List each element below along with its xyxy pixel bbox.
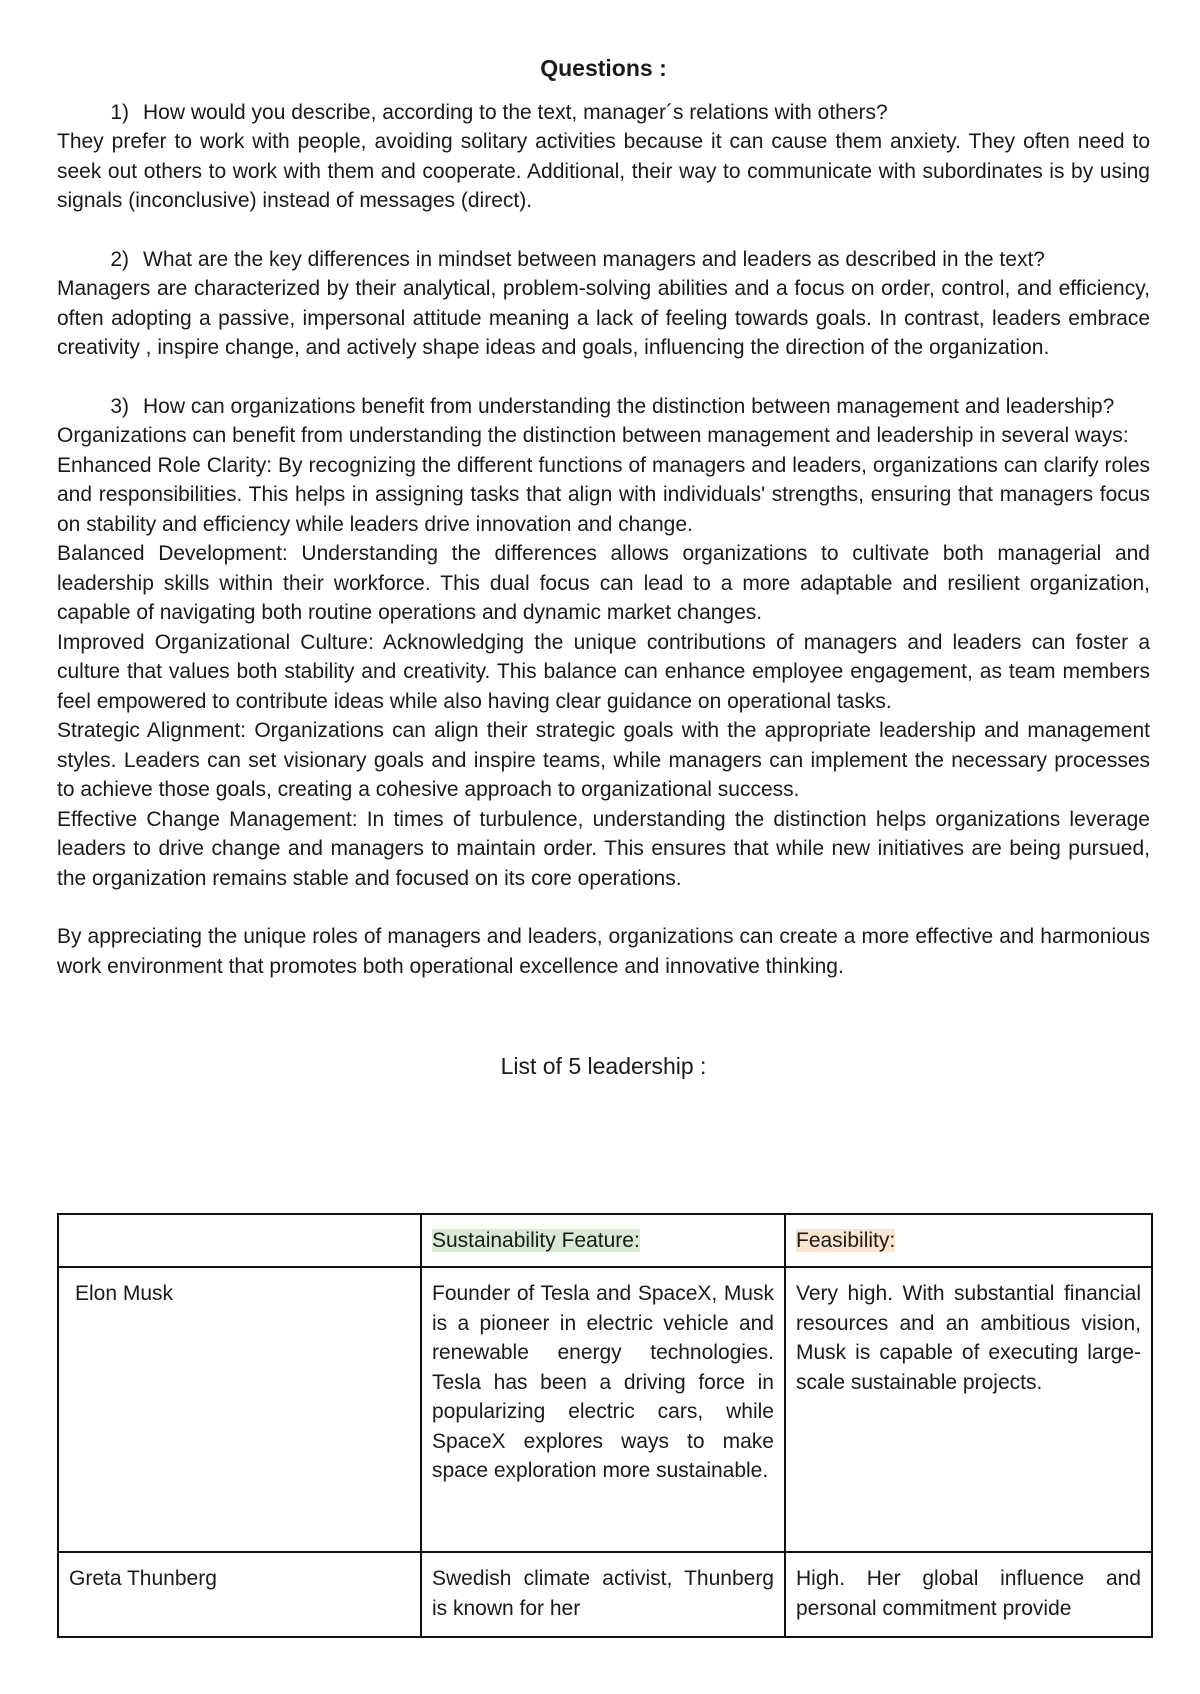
document-body [57, 54, 1150, 1082]
answer-paragraph: Enhanced Role Clarity: By recognizing the different functions of managers and leaders, organizations can clarify roles and responsibilities. This helps in assigning tasks that align with individuals' strengths, ensuring that managers focus on stability and efficiency while leaders drive innovation and change. [57, 453, 1150, 536]
leader-name: Elon Musk [58, 1267, 421, 1552]
list-title: List of 5 leadership : [500, 1053, 707, 1079]
header-empty-cell [58, 1214, 421, 1267]
question-3 [57, 392, 1150, 422]
header-feasibility [785, 1214, 1152, 1267]
answer-paragraph: Improved Organizational Culture: Acknowledging the unique contributions of managers and leaders can foster a culture that values both stability and creativity. This balance can enhance employee engagement, as team members feel empowered to contribute ideas while also having clear guidance on operational tasks. [57, 630, 1150, 713]
page-title: Questions : [540, 55, 667, 81]
sustainability-feature-cell: Founder of Tesla and SpaceX, Musk is a pioneer in electric vehicle and renewable energy technologies. Tesla has been a driving force in popularizing electric cars, while SpaceX explores ways to make space exploration more sustainable. [421, 1267, 785, 1552]
question-text: How would you describe, according to the text, manager´s relations with others? [143, 100, 888, 124]
answer-paragraph: Organizations can benefit from understanding the distinction between management and leadership in several ways: [57, 424, 1129, 447]
question-number: 1) [110, 100, 129, 124]
question-text: What are the key differences in mindset between managers and leaders as described in the text? [143, 247, 1045, 271]
question-text: How can organizations benefit from understanding the distinction between management and leadership? [143, 394, 1115, 418]
table-row [58, 1267, 1152, 1552]
conclusion-paragraph: By appreciating the unique roles of managers and leaders, organizations can create a more effective and harmonious work environment that promotes both operational excellence and innovative thinking. [57, 925, 1150, 978]
answer-paragraph: Effective Change Management: In times of turbulence, understanding the distinction helps organizations leverage leaders to drive change and managers to maintain order. This ensures that while new initiatives are being pursued, the organization remains stable and focused on its core operations. [57, 807, 1150, 890]
answer-paragraph: They prefer to work with people, avoiding solitary activities because it can cause them anxiety. They often need to seek out others to work with them and cooperate. Additional, their way to communicate with subordinates is by using signals (inconclusive) instead of messages (direct). [57, 130, 1150, 212]
answer-paragraph: Strategic Alignment: Organizations can align their strategic goals with the appropriate leadership and management styles. Leaders can set visionary goals and inspire teams, while managers can implement the necessary processes to achieve those goals, creating a cohesive approach to organizational success. [57, 719, 1150, 801]
feasibility-cell: High. Her global influence and personal commitment provide [785, 1552, 1152, 1637]
question-2 [57, 245, 1150, 275]
feasibility-label: Feasibility: [796, 1229, 896, 1252]
leader-name: Greta Thunberg [58, 1552, 421, 1637]
header-sustainability [421, 1214, 785, 1267]
table-row [58, 1552, 1152, 1637]
question-number: 3) [110, 394, 129, 418]
leaders-table [57, 1213, 1153, 1638]
sustainability-feature-label: Sustainability Feature: [432, 1229, 640, 1252]
table-header-row [58, 1214, 1152, 1267]
question-number: 2) [110, 247, 129, 271]
answer-paragraph: Balanced Development: Understanding the differences allows organizations to cultivate both managerial and leadership skills within their workforce. This dual focus can lead to a more adaptable and resilient organization, capable of navigating both routine operations and dynamic market changes. [57, 542, 1150, 624]
answer-paragraph: Managers are characterized by their analytical, problem-solving abilities and a focus on order, control, and efficiency, often adopting a passive, impersonal attitude meaning a lack of feeling towards goals. In contrast, leaders embrace creativity , inspire change, and actively shape ideas and goals, influencing the direction of the organization. [57, 277, 1150, 359]
question-1 [57, 98, 1150, 128]
feasibility-cell: Very high. With substantial financial resources and an ambitious vision, Musk is capable of executing large-scale sustainable projects. [785, 1267, 1152, 1552]
sustainability-feature-cell: Swedish climate activist, Thunberg is known for her [421, 1552, 785, 1637]
